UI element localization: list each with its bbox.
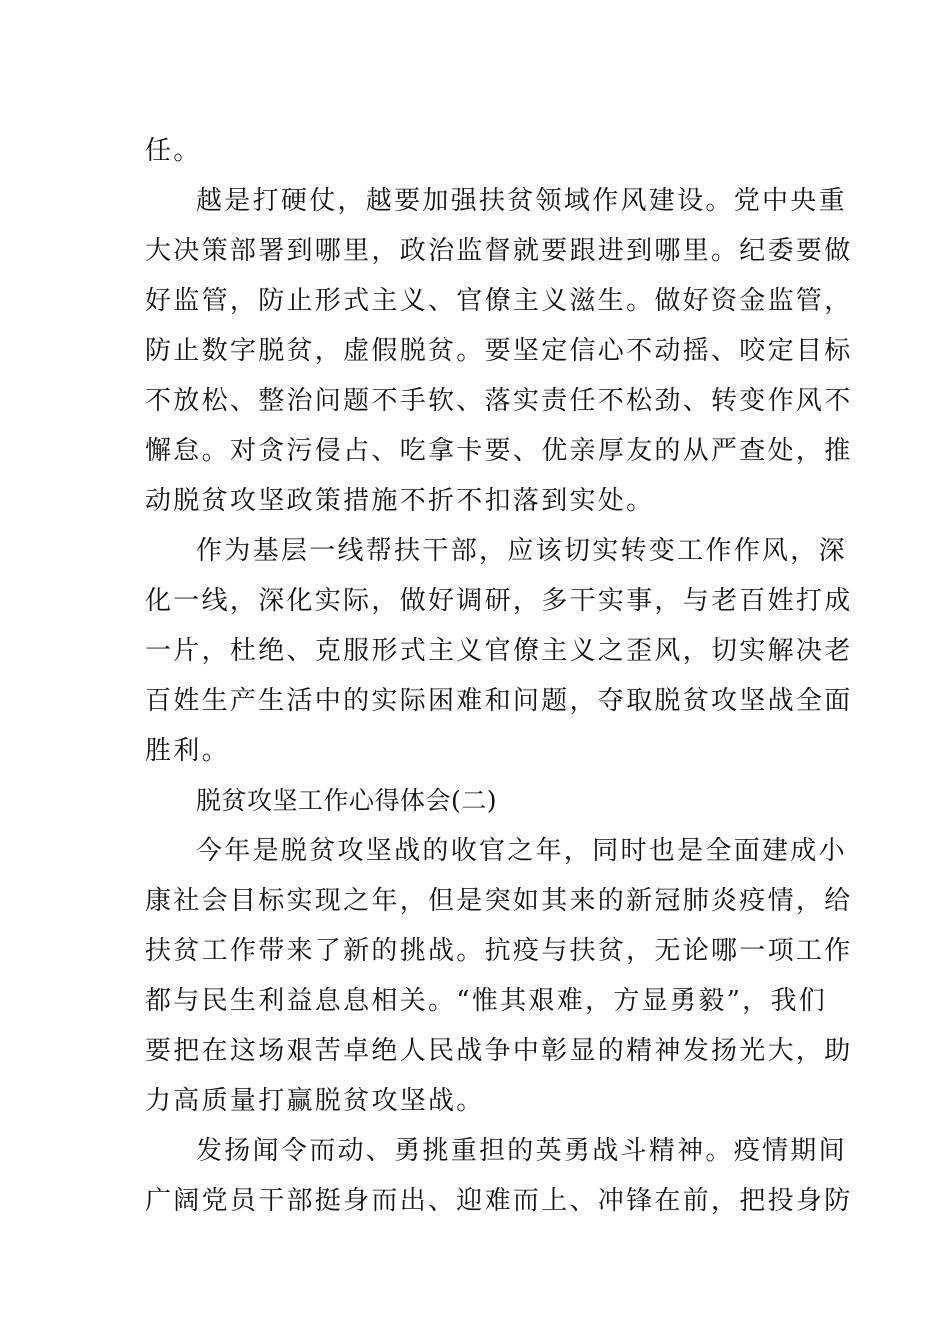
text-line: 作为基层一线帮扶干部，应该切实转变工作作风，深 — [196, 536, 847, 566]
text-line: 要把在这场艰苦卓绝人民战争中彰显的精神发扬光大，助 — [145, 1036, 853, 1066]
text-line: 化一线，深化实际，做好调研，多干实事，与老百姓打成 — [145, 586, 853, 616]
text-line: 动脱贫攻坚政策措施不折不扣落到实处。 — [145, 486, 655, 516]
text-line: 康社会目标实现之年，但是突如其来的新冠肺炎疫情，给 — [145, 886, 853, 916]
text-line: 扶贫工作带来了新的挑战。抗疫与扶贫，无论哪一项工作 — [145, 936, 853, 966]
text-line: 一片，杜绝、克服形式主义官僚主义之歪风，切实解决老 — [145, 636, 853, 666]
text-line: 越是打硬仗，越要加强扶贫领域作风建设。党中央重 — [196, 186, 847, 216]
text-line: 防止数字脱贫，虚假脱贫。要坚定信心不动摇、咬定目标 — [145, 336, 853, 366]
text-line: 发扬闻令而动、勇挑重担的英勇战斗精神。疫情期间 — [196, 1136, 847, 1166]
text-line: 今年是脱贫攻坚战的收官之年，同时也是全面建成小 — [196, 836, 847, 866]
text-line: 懈怠。对贪污侵占、吃拿卡要、优亲厚友的从严查处，推 — [145, 436, 853, 466]
text-line: 好监管，防止形式主义、官僚主义滋生。做好资金监管， — [145, 286, 853, 316]
text-line: 胜利。 — [145, 736, 230, 766]
text-line: 任。 — [145, 136, 202, 166]
text-line: 百姓生产生活中的实际困难和问题，夺取脱贫攻坚战全面 — [145, 686, 853, 716]
text-line: 广阔党员干部挺身而出、迎难而上、冲锋在前，把投身防 — [145, 1186, 853, 1216]
text-line: 不放松、整治问题不手软、落实责任不松劲、转变作风不 — [145, 386, 853, 416]
text-line: 大决策部署到哪里，政治监督就要跟进到哪里。纪委要做 — [145, 236, 853, 266]
section-heading: 脱贫攻坚工作心得体会(二) — [196, 786, 498, 815]
text-line: 力高质量打赢脱贫攻坚战。 — [145, 1086, 485, 1116]
text-line: 都与民生利益息息相关。“惟其艰难，方显勇毅”，我们 — [145, 986, 828, 1016]
